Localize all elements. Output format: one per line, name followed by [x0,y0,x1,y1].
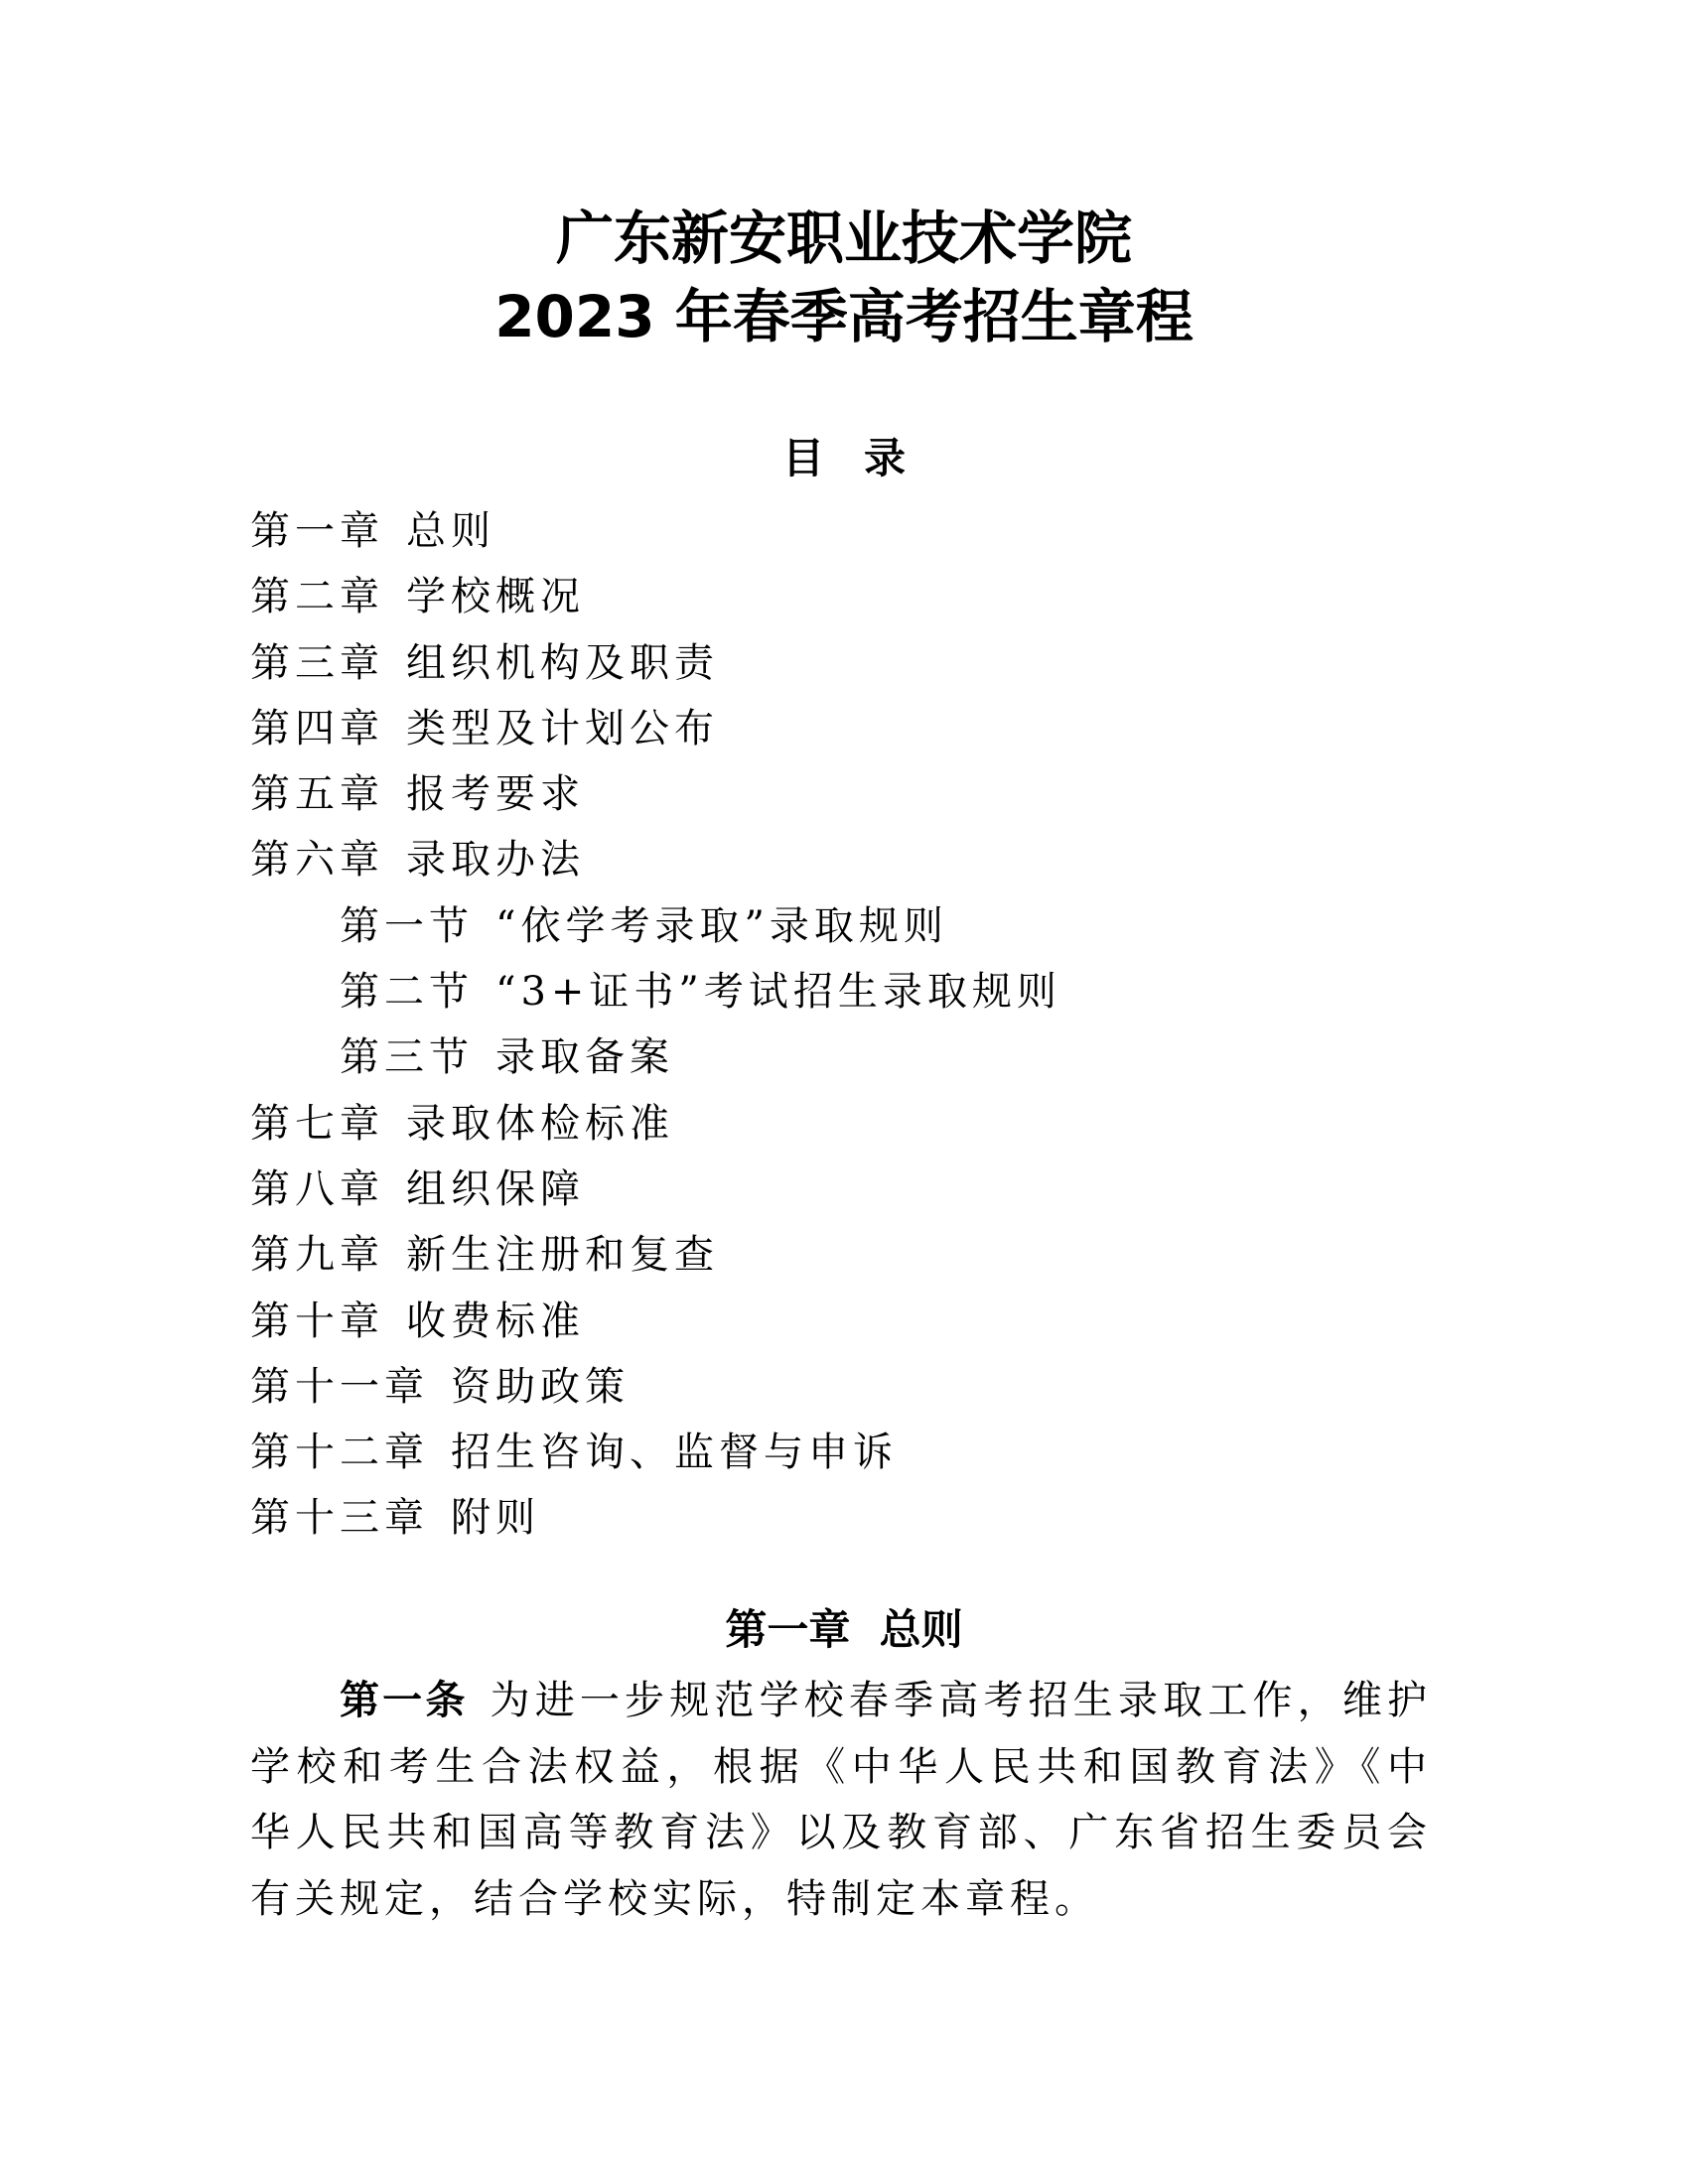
toc-item-number: 第八章 [250,1165,384,1212]
toc-chapter-item [250,1485,1541,1551]
toc-item-number: 第十章 [250,1297,384,1344]
toc-chapter-item [250,827,1541,892]
toc-item-number: 第十一章 [250,1363,429,1410]
toc-item-number: 第二章 [250,574,384,620]
article-text: 为进一步规范学校春季高考招生录取工作，维护学校和考生合法权益，根据《中华人民共和国教育法》《中华人民共和国高等教育法》以及教育部、广东省招生委员会有关规定，结合学校实际，特制定本章程。 [250,1678,1433,1922]
toc-item-title: “3+证书”考试招生录取规则 [495,969,1061,1016]
toc-item-number: 第六章 [250,837,384,884]
toc-item-number: 第十二章 [250,1430,429,1476]
toc-item-number: 第四章 [250,705,384,751]
article-paragraph [250,1668,1432,1932]
toc-chapter-item [250,1354,1541,1420]
toc-item-title: 学校概况 [406,574,585,620]
document-title-line2: 2023 年春季高考招生章程 [494,283,1194,350]
toc-item-number: 第一节 [340,902,474,949]
toc-item-title: 总则 [406,508,495,554]
toc-chapter-item [250,564,1541,629]
toc-item-title: 新生注册和复查 [406,1232,719,1279]
toc-item-number: 第三节 [340,1034,474,1081]
toc-chapter-item [250,1420,1541,1485]
toc-item-number: 第十三章 [250,1495,429,1542]
toc-chapter-item [250,1157,1541,1222]
toc-item-title: 组织保障 [406,1165,585,1212]
toc-item-title: 组织机构及职责 [406,639,719,686]
toc-chapter-item [250,696,1541,761]
toc-item-number: 第二节 [340,969,474,1016]
toc-heading: 目录 [781,434,945,482]
toc-item-title: 收费标准 [406,1297,585,1344]
toc-item-title: 录取备案 [495,1034,674,1081]
toc-chapter-item [250,1091,1541,1157]
toc-item-number: 第九章 [250,1232,384,1279]
toc-item-number: 第五章 [250,771,384,818]
toc-item-title: 录取体检标准 [406,1100,674,1147]
article-label: 第一条 [340,1678,469,1723]
toc-item-title: “依学考录取”录取规则 [495,902,948,949]
toc-item-number: 第七章 [250,1100,384,1147]
chapter-heading: 第一章 总则 [725,1605,963,1654]
toc-section-item [250,1024,1541,1090]
toc-chapter-item [250,630,1541,696]
table-of-contents [250,498,1541,1552]
toc-item-number: 第三章 [250,639,384,686]
toc-chapter-item [250,761,1541,827]
toc-item-title: 报考要求 [406,771,585,818]
toc-section-item [250,959,1541,1024]
document-title-line1: 广东新安职业技术学院 [555,205,1132,272]
toc-chapter-item [250,1222,1541,1288]
toc-section-item [250,893,1541,959]
toc-item-title: 类型及计划公布 [406,705,719,751]
toc-item-title: 录取办法 [406,837,585,884]
toc-chapter-item [250,498,1541,564]
toc-item-number: 第一章 [250,508,384,554]
toc-item-title: 资助政策 [451,1363,630,1410]
toc-item-title: 附则 [451,1495,540,1542]
toc-item-title: 招生咨询、监督与申诉 [451,1430,898,1476]
toc-chapter-item [250,1289,1541,1354]
